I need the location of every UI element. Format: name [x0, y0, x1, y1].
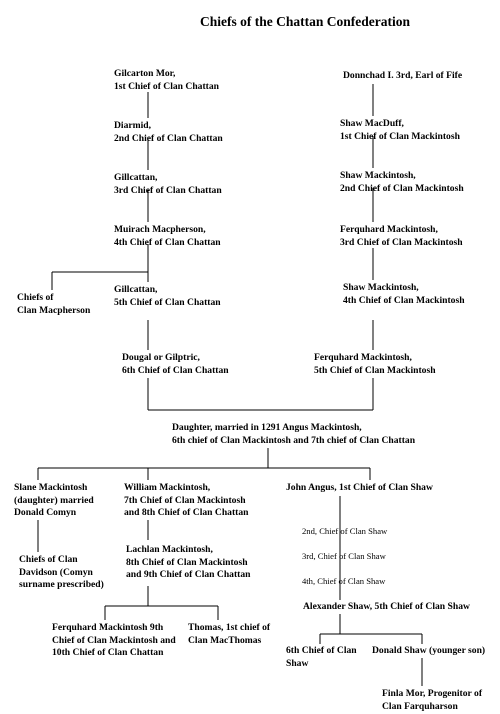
node-john-angus: John Angus, 1st Chief of Clan Shaw	[286, 482, 433, 493]
node-shaw-macduff: Shaw MacDuff, 1st Chief of Clan Mackintosh	[340, 118, 460, 142]
node-shaw-3rd: 3rd, Chief of Clan Shaw	[302, 551, 386, 561]
node-donnchad: Donnchad I. 3rd, Earl of Fife	[343, 70, 463, 81]
diagram-title: Chiefs of the Chattan Confederation	[200, 14, 410, 29]
node-ferquhard-3rd: Ferquhard Mackintosh, 3rd Chief of Clan Mackintosh	[340, 224, 463, 248]
node-ferquhard-9th: Ferquhard Mackintosh 9th Chief of Clan Mackintosh and 10th Chief of Clan Chattan	[52, 622, 176, 659]
node-finla-mor: Finla Mor, Progenitor of Clan Farquharson	[382, 688, 483, 712]
node-shaw-mackintosh-2nd: Shaw Mackintosh, 2nd Chief of Clan Mackintosh	[340, 170, 464, 194]
node-lachlan-mackintosh: Lachlan Mackintosh, 8th Chief of Clan Mackintosh and 9th Chief of Clan Chattan	[126, 544, 251, 581]
node-daughter-angus: Daughter, married in 1291 Angus Mackintosh, 6th chief of Clan Mackintosh and 7th chief of Clan Chattan	[172, 422, 416, 446]
node-clan-davidson: Chiefs of Clan Davidson (Comyn surname prescribed)	[19, 554, 104, 591]
node-dougal: Dougal or Gilptric, 6th Chief of Clan Chattan	[122, 352, 229, 376]
node-muirach-macpherson: Muirach Macpherson, 4th Chief of Clan Chattan	[114, 224, 221, 248]
node-ferquhard-5th: Ferquhard Mackintosh, 5th Chief of Clan Mackintosh	[314, 352, 436, 376]
node-slane-mackintosh: Slane Mackintosh (daughter) married Donald Comyn	[14, 482, 94, 519]
node-diarmid: Diarmid, 2nd Chief of Clan Chattan	[114, 120, 223, 144]
node-gillcattan-5th: Gillcattan, 5th Chief of Clan Chattan	[114, 284, 221, 308]
node-gilcarton-mor: Gilcarton Mor, 1st Chief of Clan Chattan	[114, 68, 220, 92]
node-clan-macpherson: Chiefs of Clan Macpherson	[17, 292, 91, 316]
node-donald-shaw: Donald Shaw (younger son)	[372, 645, 486, 656]
node-gillcattan-3rd: Gillcattan, 3rd Chief of Clan Chattan	[114, 172, 222, 196]
node-alexander-shaw: Alexander Shaw, 5th Chief of Clan Shaw	[303, 601, 470, 612]
node-thomas-macthomas: Thomas, 1st chief of Clan MacThomas	[188, 622, 271, 646]
node-shaw-2nd: 2nd, Chief of Clan Shaw	[302, 526, 388, 536]
node-shaw-mackintosh-4th: Shaw Mackintosh, 4th Chief of Clan Mackintosh	[343, 282, 465, 306]
node-william-mackintosh: William Mackintosh, 7th Chief of Clan Mackintosh and 8th Chief of Clan Chattan	[124, 482, 249, 519]
node-shaw-6th: 6th Chief of Clan Shaw	[286, 645, 357, 669]
node-shaw-4th: 4th, Chief of Clan Shaw	[302, 576, 386, 586]
